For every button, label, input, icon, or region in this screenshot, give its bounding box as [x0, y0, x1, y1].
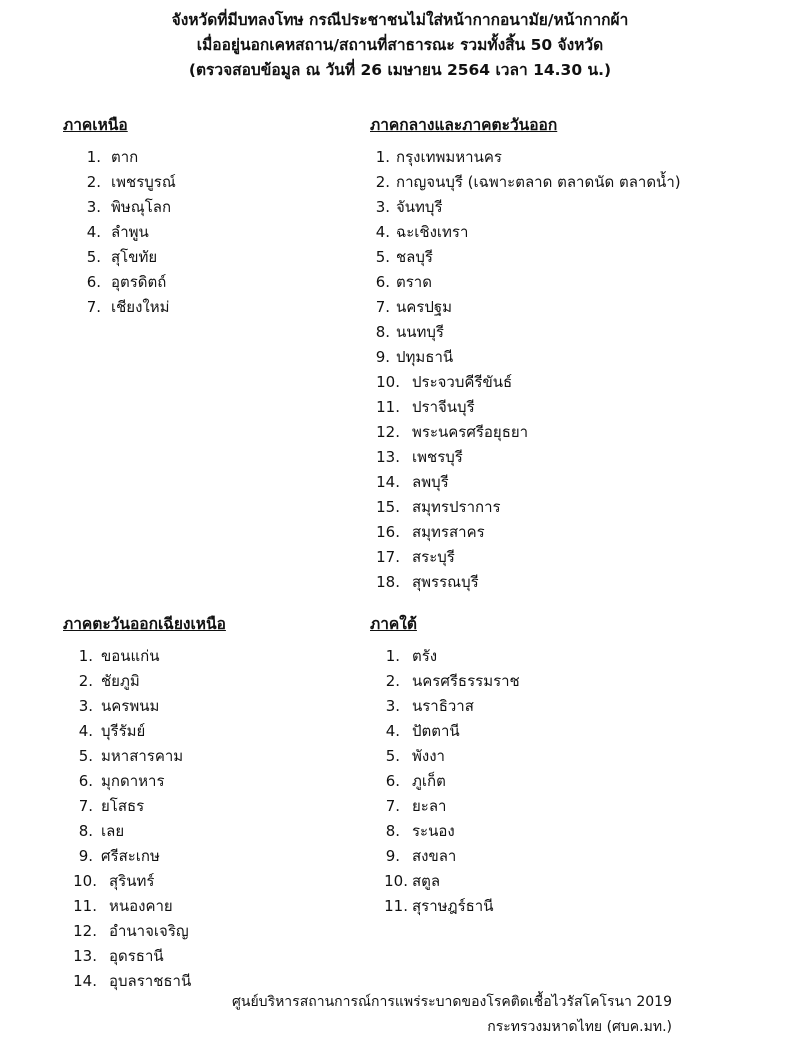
province-name: ปัตตานี: [412, 722, 460, 740]
province-name: ลำพูน: [111, 223, 149, 241]
item-number: 2.: [86, 173, 101, 191]
item-number: 1.: [375, 148, 390, 166]
item-number: 12.: [73, 922, 97, 940]
section-central-east: [370, 113, 681, 595]
section-heading-south: ภาคใต้: [370, 615, 417, 633]
province-name: ชัยภูมิ: [101, 672, 140, 690]
item-number: 6.: [86, 273, 101, 291]
item-number: 6.: [385, 772, 400, 790]
province-name: ยะลา: [412, 797, 447, 815]
province-name: ตราด: [396, 273, 432, 291]
item-number: 1.: [385, 647, 400, 665]
list-item: [63, 170, 176, 195]
province-name: สมุทรสาคร: [412, 523, 485, 541]
footer-line-1: ศูนย์บริหารสถานการณ์การแพร่ระบาดของโรคติดเชื้อไวรัสโคโรนา 2019: [232, 994, 672, 1010]
list-item: [370, 644, 520, 669]
list-item: [63, 270, 176, 295]
province-name: พังงา: [412, 747, 445, 765]
province-name: เพชรบูรณ์: [111, 173, 176, 191]
item-number: 8.: [78, 822, 93, 840]
list-item: [370, 295, 681, 320]
item-number: 3.: [86, 198, 101, 216]
item-number: 7.: [385, 797, 400, 815]
item-number: 10.: [384, 872, 408, 890]
list-item: [63, 944, 226, 969]
list-item: [370, 170, 681, 195]
item-number: 7.: [375, 298, 390, 316]
item-number: 15.: [376, 498, 400, 516]
section-heading-north: ภาคเหนือ: [63, 116, 128, 134]
footer-signature: [232, 990, 672, 1040]
item-number: 13.: [73, 947, 97, 965]
province-name: มหาสารคาม: [101, 747, 184, 765]
item-number: 14.: [73, 972, 97, 990]
item-number: 8.: [385, 822, 400, 840]
item-number: 7.: [78, 797, 93, 815]
item-number: 9.: [78, 847, 93, 865]
list-item: [63, 894, 226, 919]
province-name: ประจวบคีรีขันธ์: [412, 373, 513, 391]
section-south: [370, 612, 520, 919]
list-item: [370, 195, 681, 220]
section-heading-northeast: ภาคตะวันออกเฉียงเหนือ: [63, 615, 226, 633]
province-name: สุรินทร์: [109, 872, 155, 890]
list-item: [370, 145, 681, 170]
section-heading-central-east: ภาคกลางและภาคตะวันออก: [370, 116, 558, 134]
list-item: [63, 819, 226, 844]
list-item: [370, 744, 520, 769]
item-number: 16.: [376, 523, 400, 541]
province-name: ลพบุรี: [412, 473, 449, 491]
item-number: 14.: [376, 473, 400, 491]
item-number: 12.: [376, 423, 400, 441]
list-item: [63, 195, 176, 220]
item-number: 3.: [385, 697, 400, 715]
list-item: [63, 669, 226, 694]
item-number: 3.: [78, 697, 93, 715]
item-number: 1.: [78, 647, 93, 665]
list-item: [370, 220, 681, 245]
province-name: ระนอง: [412, 822, 455, 840]
list-item: [63, 220, 176, 245]
list-item: [63, 969, 226, 994]
province-name: สุราษฎร์ธานี: [412, 897, 494, 915]
province-list-northeast: [63, 644, 226, 994]
item-number: 9.: [375, 348, 390, 366]
province-name: ภูเก็ต: [412, 772, 446, 790]
province-name: อุดรธานี: [109, 947, 164, 965]
province-name: ตรัง: [412, 647, 438, 665]
province-name: ขอนแก่น: [101, 647, 160, 665]
province-name: ฉะเชิงเทรา: [396, 223, 469, 241]
province-name: นครพนม: [101, 697, 160, 715]
item-number: 10.: [376, 373, 400, 391]
province-name: สตูล: [412, 872, 441, 890]
item-number: 2.: [375, 173, 390, 191]
province-name: นครปฐม: [396, 298, 453, 316]
list-item: [370, 470, 681, 495]
section-northeast: [63, 612, 226, 994]
list-item: [63, 744, 226, 769]
province-name: ตาก: [111, 148, 139, 166]
item-number: 5.: [86, 248, 101, 266]
province-name: พิษณุโลก: [111, 198, 172, 216]
province-name: สมุทรปราการ: [412, 498, 501, 516]
item-number: 13.: [376, 448, 400, 466]
item-number: 1.: [86, 148, 101, 166]
list-item: [370, 345, 681, 370]
list-item: [370, 669, 520, 694]
document-title: [0, 8, 800, 83]
item-number: 4.: [86, 223, 101, 241]
list-item: [370, 495, 681, 520]
list-item: [370, 520, 681, 545]
province-name: สงขลา: [412, 847, 457, 865]
section-north: [63, 113, 176, 320]
item-number: 9.: [385, 847, 400, 865]
list-item: [370, 270, 681, 295]
province-name: อำนาจเจริญ: [109, 922, 189, 940]
province-name: อุบลราชธานี: [109, 972, 192, 990]
item-number: 17.: [376, 548, 400, 566]
item-number: 4.: [385, 722, 400, 740]
province-name: สระบุรี: [412, 548, 455, 566]
item-number: 7.: [86, 298, 101, 316]
title-line-3: (ตรวจสอบข้อมูล ณ วันที่ 26 เมษายน 2564 เวลา 14.30 น.): [188, 61, 612, 79]
list-item: [63, 295, 176, 320]
province-name: สุพรรณบุรี: [412, 573, 479, 591]
item-number: 4.: [78, 722, 93, 740]
item-number: 11.: [376, 398, 400, 416]
province-name: อุตรดิตถ์: [111, 273, 167, 291]
item-number: 2.: [78, 672, 93, 690]
item-number: 5.: [78, 747, 93, 765]
list-item: [370, 894, 520, 919]
province-name: กาญจนบุรี (เฉพาะตลาด ตลาดนัด ตลาดน้ำ): [396, 173, 681, 191]
list-item: [370, 819, 520, 844]
province-name: พระนครศรีอยุธยา: [412, 423, 529, 441]
list-item: [370, 719, 520, 744]
list-item: [370, 694, 520, 719]
item-number: 3.: [375, 198, 390, 216]
province-name: เชียงใหม่: [111, 298, 170, 316]
list-item: [63, 919, 226, 944]
province-name: เพชรบุรี: [412, 448, 463, 466]
province-name: ยโสธร: [101, 797, 145, 815]
list-item: [63, 794, 226, 819]
item-number: 4.: [375, 223, 390, 241]
item-number: 2.: [385, 672, 400, 690]
list-item: [370, 420, 681, 445]
province-name: ปทุมธานี: [396, 348, 454, 366]
list-item: [370, 794, 520, 819]
list-item: [370, 769, 520, 794]
list-item: [63, 769, 226, 794]
list-item: [63, 719, 226, 744]
list-item: [370, 869, 520, 894]
item-number: 8.: [375, 323, 390, 341]
title-line-1: จังหวัดที่มีบทลงโทษ กรณีประชาชนไม่ใส่หน้ากากอนามัย/หน้ากากผ้า: [171, 11, 629, 29]
list-item: [63, 844, 226, 869]
province-name: หนองคาย: [109, 897, 173, 915]
item-number: 6.: [375, 273, 390, 291]
list-item: [370, 844, 520, 869]
province-name: มุกดาหาร: [101, 772, 165, 790]
list-item: [370, 545, 681, 570]
list-item: [63, 694, 226, 719]
list-item: [370, 245, 681, 270]
province-list-central-east: [370, 145, 681, 595]
item-number: 10.: [73, 872, 97, 890]
province-list-south: [370, 644, 520, 919]
list-item: [370, 570, 681, 595]
province-name: เลย: [101, 822, 125, 840]
province-name: สุโขทัย: [111, 248, 158, 266]
province-list-north: [63, 145, 176, 320]
item-number: 5.: [385, 747, 400, 765]
list-item: [63, 145, 176, 170]
list-item: [63, 245, 176, 270]
list-item: [370, 445, 681, 470]
item-number: 5.: [375, 248, 390, 266]
item-number: 18.: [376, 573, 400, 591]
list-item: [63, 869, 226, 894]
province-name: นนทบุรี: [396, 323, 444, 341]
list-item: [370, 370, 681, 395]
title-line-2: เมื่ออยู่นอกเคหสถาน/สถานที่สาธารณะ รวมทั้งสิ้น 50 จังหวัด: [196, 36, 604, 54]
list-item: [370, 395, 681, 420]
province-name: นครศรีธรรมราช: [412, 672, 520, 690]
province-name: นราธิวาส: [412, 697, 474, 715]
province-name: กรุงเทพมหานคร: [396, 148, 502, 166]
list-item: [63, 644, 226, 669]
item-number: 6.: [78, 772, 93, 790]
province-name: ชลบุรี: [396, 248, 433, 266]
province-name: จันทบุรี: [396, 198, 443, 216]
list-item: [370, 320, 681, 345]
province-name: ศรีสะเกษ: [101, 847, 160, 865]
province-name: ปราจีนบุรี: [412, 398, 475, 416]
province-name: บุรีรัมย์: [101, 722, 146, 740]
footer-line-2: กระทรวงมหาดไทย (ศบค.มท.): [487, 1019, 672, 1035]
item-number: 11.: [73, 897, 97, 915]
item-number: 11.: [384, 897, 408, 915]
